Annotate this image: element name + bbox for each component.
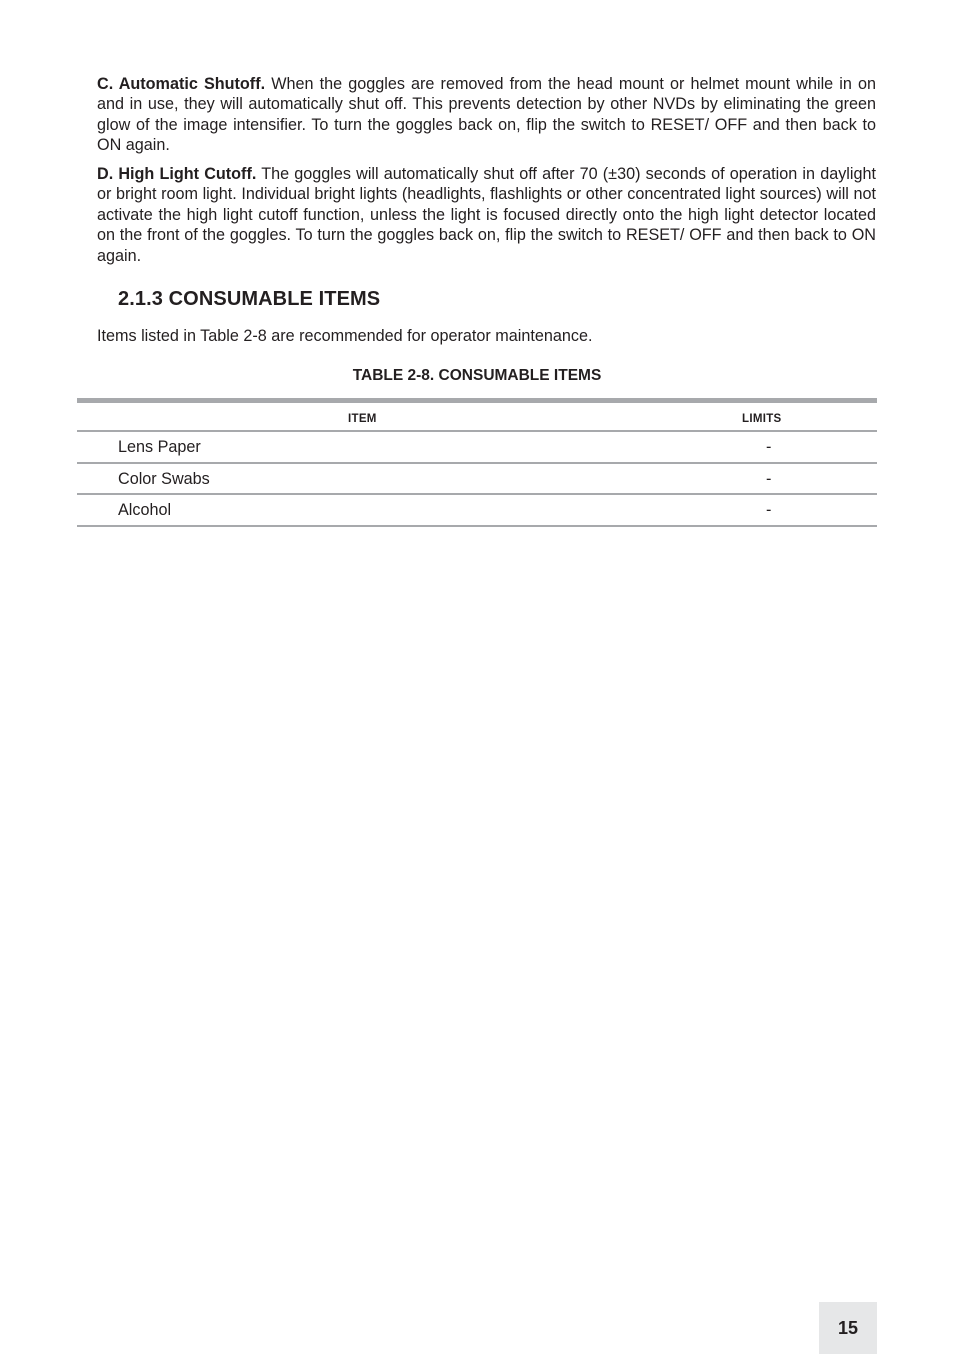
table-row [77, 432, 877, 464]
column-header-limits: LIMITS [742, 413, 782, 425]
section-heading: 2.1.3 CONSUMABLE ITEMS [118, 288, 381, 310]
table-row [77, 464, 877, 496]
consumable-items-table [77, 398, 877, 527]
paragraph-text: The goggles will automatically shut off after 70 (±30) seconds of operation in daylight or bright room light. Individual bright lights (headlights, flashlights or other concentrated light sources) will not activate the high light cutoff function, unless the light is focused directly onto the high light detector located on the front of the goggles. To turn the goggles back on, flip the switch to RESET/ OFF and then back to ON again. [97, 165, 876, 265]
table-caption: TABLE 2-8. CONSUMABLE ITEMS [352, 367, 602, 384]
cell-item: Alcohol [118, 501, 172, 519]
paragraph-automatic-shutoff [97, 74, 876, 156]
paragraph-lead: C. Automatic Shutoff. [97, 75, 266, 93]
section-intro: Items listed in Table 2-8 are recommended for operator maintenance. [97, 327, 593, 345]
cell-item: Lens Paper [118, 438, 201, 456]
paragraph-high-light-cutoff [97, 164, 876, 266]
table-row [77, 495, 877, 527]
cell-limit: - [766, 469, 772, 488]
paragraph-text: When the goggles are removed from the head mount or helmet mount while in on and in use, they will automatically shut off. This prevents detection by other NVDs by eliminating the green glow of the image intensifier. To turn the goggles back on, flip the switch to RESET/ OFF and then back to ON again. [97, 75, 877, 155]
cell-limit: - [766, 501, 772, 519]
cell-limit: - [766, 438, 772, 456]
page-number: 15 [837, 1317, 859, 1338]
cell-item: Color Swabs [118, 469, 210, 488]
page-number-box [819, 1302, 877, 1354]
column-header-item: ITEM [348, 413, 377, 425]
paragraph-lead: D. High Light Cutoff. [97, 165, 257, 183]
table-header [77, 398, 877, 432]
